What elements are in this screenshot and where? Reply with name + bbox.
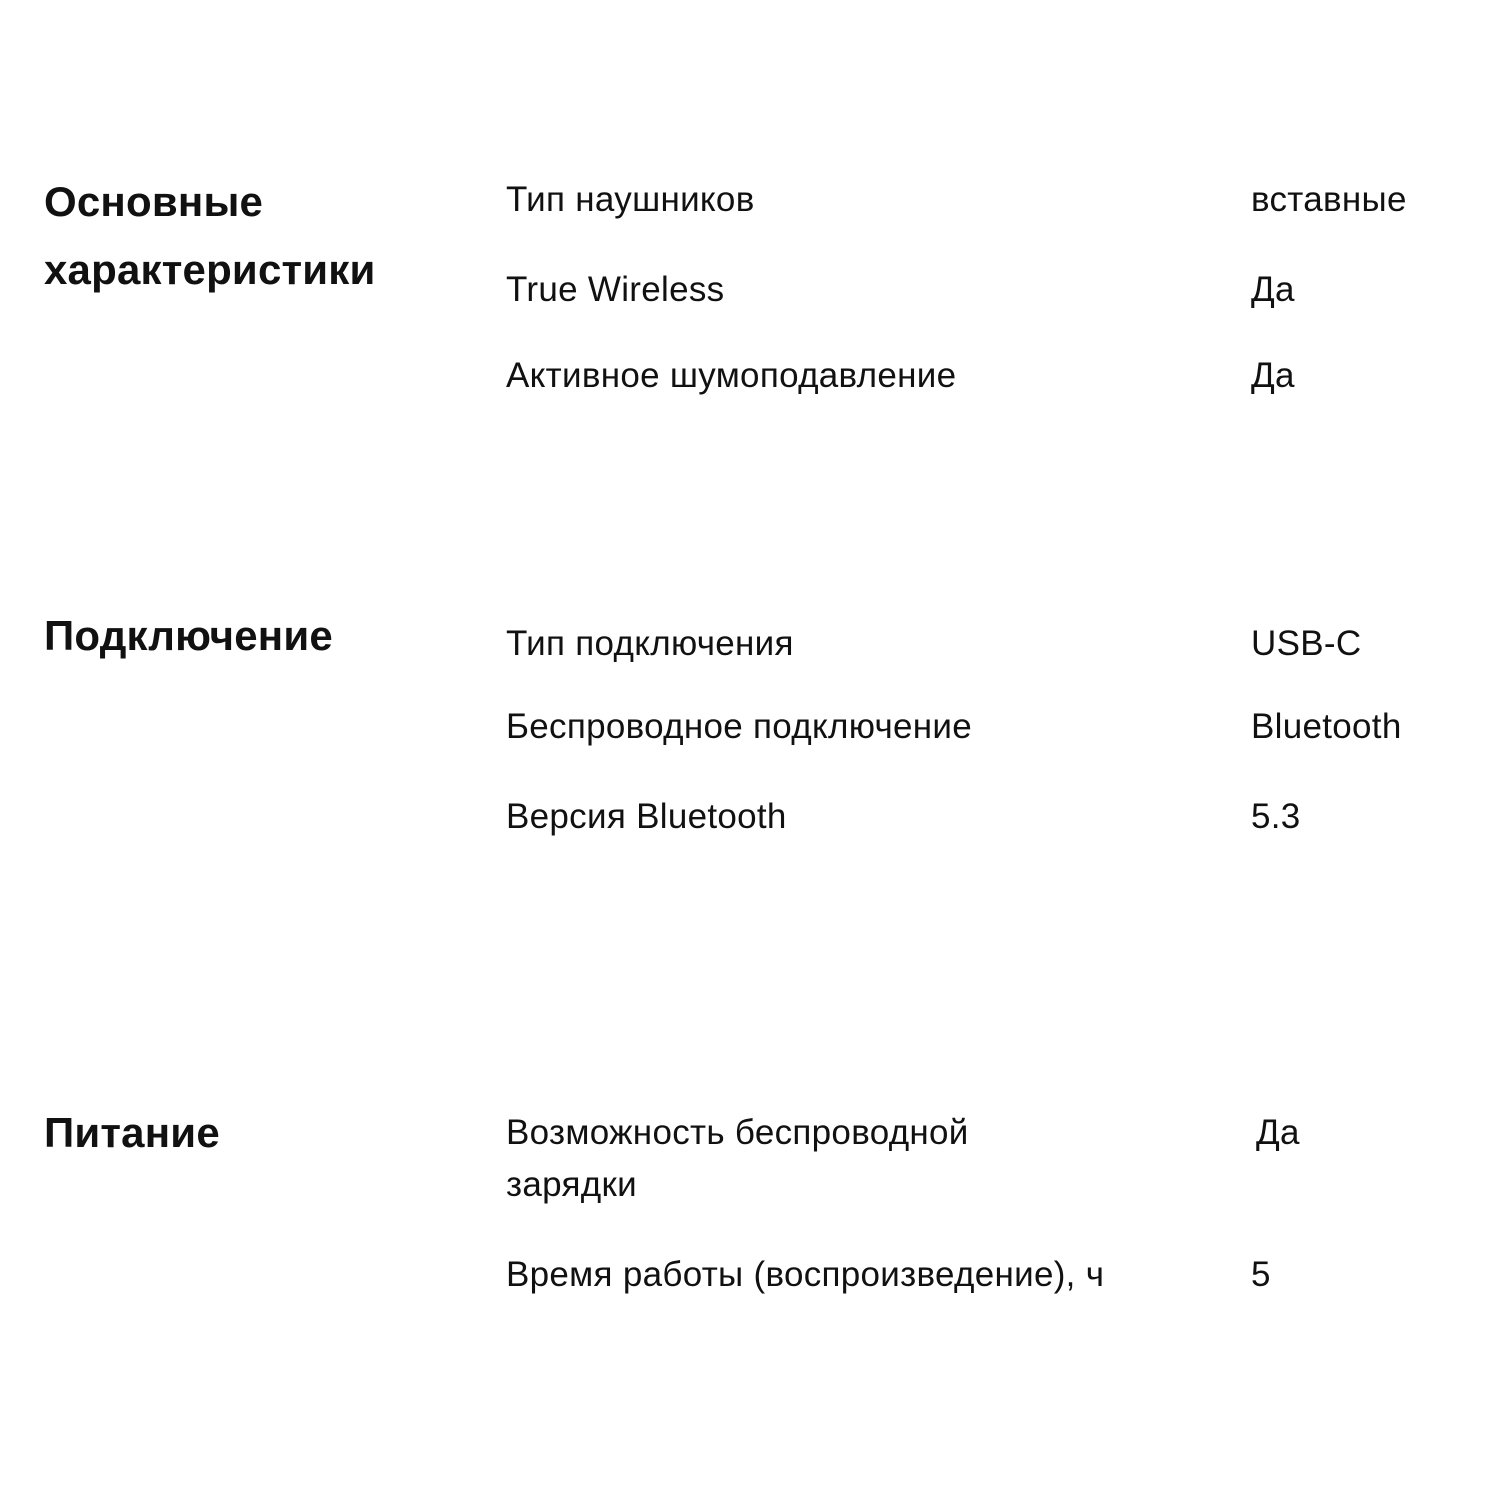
- spec-label: Тип подключения: [506, 624, 794, 663]
- spec-label: Активное шумоподавление: [506, 356, 957, 395]
- spec-value: 5: [1251, 1255, 1271, 1294]
- spec-label: True Wireless: [506, 270, 725, 309]
- spec-label: Беспроводное подключение: [506, 707, 973, 746]
- spec-value: Да: [1251, 270, 1295, 309]
- spec-value: 5.3: [1251, 797, 1301, 836]
- section-title: Подключение: [44, 612, 333, 659]
- section-title: Питание: [44, 1109, 220, 1156]
- spec-value: вставные: [1251, 180, 1407, 219]
- spec-label: Возможность беспроводной зарядки: [506, 1113, 969, 1204]
- spec-label: Тип наушников: [506, 180, 755, 219]
- section-title: Основные характеристики: [44, 178, 376, 293]
- spec-value: Bluetooth: [1251, 707, 1402, 746]
- spec-value: Да: [1256, 1113, 1300, 1152]
- spec-label: Время работы (воспроизведение), ч: [506, 1255, 1105, 1294]
- spec-value: Да: [1251, 356, 1295, 395]
- spec-label: Версия Bluetooth: [506, 797, 787, 836]
- spec-value: USB-C: [1251, 624, 1362, 663]
